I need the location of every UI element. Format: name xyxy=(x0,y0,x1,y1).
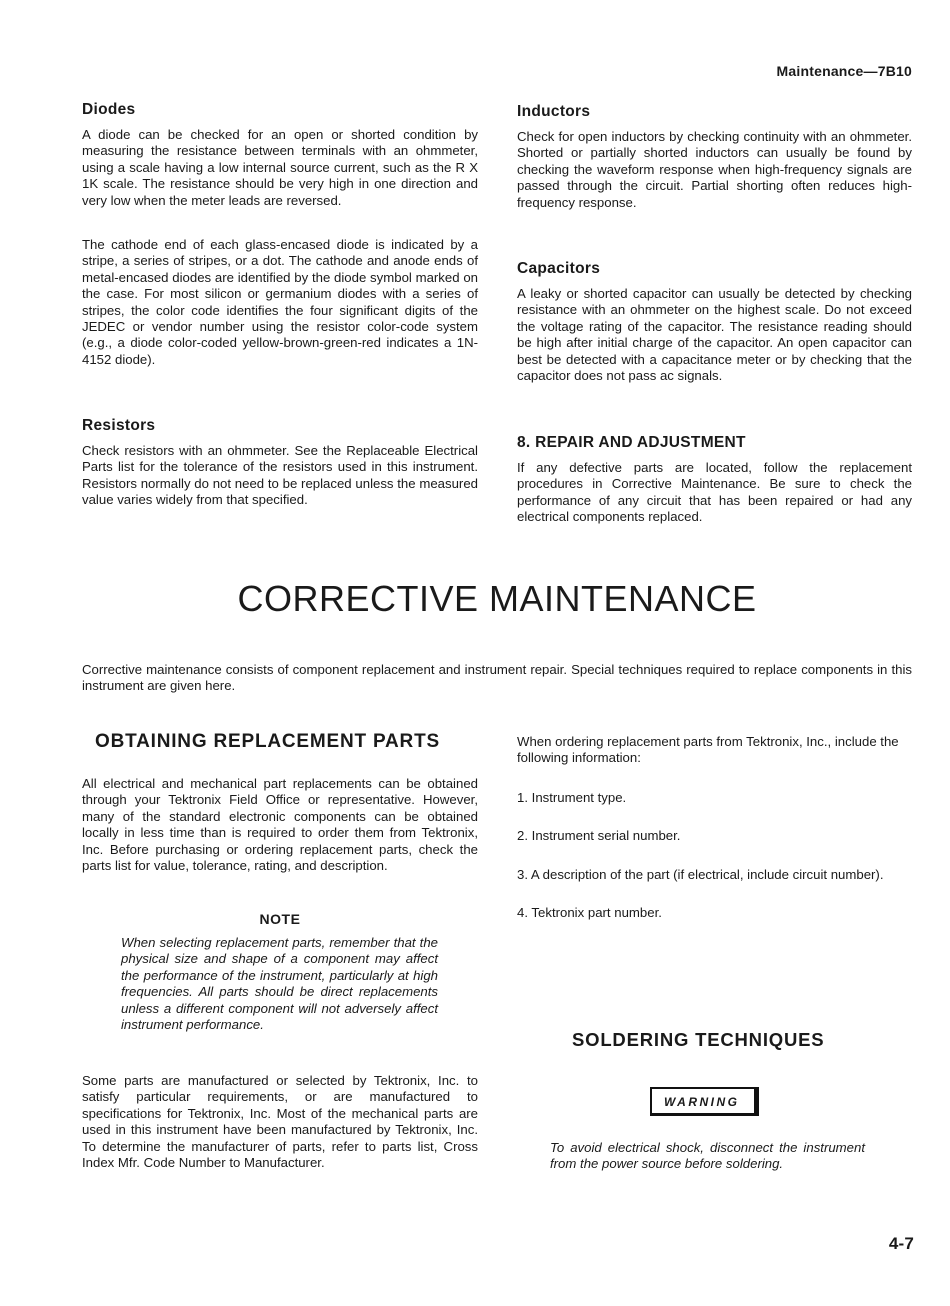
warning-text: To avoid electrical shock, disconnect the instrument from the power source before soldering. xyxy=(550,1140,865,1172)
note-title: NOTE xyxy=(259,911,301,927)
inductors-section xyxy=(517,103,912,211)
obtaining-paragraph-1: All electrical and mechanical part replacements can be obtained through your Tektronix Field Office or representative. However, many of the standard electronic components can be obtained locally in less time than is required to order them from Tektronix, Inc. Before purchasing or ordering replacement parts, check the parts list for value, tolerance, rating, and description. xyxy=(82,776,478,874)
soldering-heading: SOLDERING TECHNIQUES xyxy=(572,1029,825,1050)
list-item: 2. Instrument serial number. xyxy=(517,828,681,844)
list-item: 3. A description of the part (if electrical, include circuit number). xyxy=(517,866,884,882)
capacitors-section xyxy=(517,260,912,384)
ordering-intro: When ordering replacement parts from Tektronix, Inc., include the following information: xyxy=(517,734,899,766)
list-item: 1. Instrument type. xyxy=(517,790,627,805)
inductors-paragraph: Check for open inductors by checking continuity with an ohmmeter. Shorted or partially shorted inductors can usually be found by checking the waveform response when high-frequency signals are passed through the circuit. Partial shorting often reduces high-frequency response. xyxy=(517,129,912,210)
page-number: 4-7 xyxy=(888,1234,914,1253)
resistors-paragraph: Check resistors with an ohmmeter. See the Replaceable Electrical Parts list for the tolerance of the resistors used in this instrument. Resistors normally do not need to be replaced unless the measured value varies widely from that specified. xyxy=(82,443,478,508)
diodes-paragraph-1: A diode can be checked for an open or shorted condition by measuring the resistance between terminals with an ohmmeter, using a scale having a low internal source current, such as the R X 1K scale. The resistance should be very high in one direction and very low when the meter leads are reversed. xyxy=(82,127,478,208)
diodes-heading: Diodes xyxy=(82,101,136,118)
obtaining-heading: OBTAINING REPLACEMENT PARTS xyxy=(95,731,440,752)
list-item: 4. Tektronix part number. xyxy=(517,905,662,921)
ordering-list xyxy=(517,790,912,922)
diodes-section xyxy=(82,101,478,368)
repair-section xyxy=(517,434,912,526)
corrective-intro: Corrective maintenance consists of component replacement and instrument repair. Special techniques required to replace components in this instrument are given here. xyxy=(82,662,912,694)
corrective-maintenance-title: CORRECTIVE MAINTENANCE xyxy=(237,578,757,619)
repair-heading: 8. REPAIR AND ADJUSTMENT xyxy=(517,434,746,451)
inductors-heading: Inductors xyxy=(517,103,591,120)
capacitors-paragraph: A leaky or shorted capacitor can usually be detected by checking resistance with an ohmmeter on the highest scale. Do not exceed the voltage rating of the capacitor. The resistance reading should be high after initial charge of the capacitor. An open capacitor can best be detected with a capacitance meter or by checking that the capacitor does not pass ac signals. xyxy=(517,286,912,384)
repair-paragraph: If any defective parts are located, follow the replacement procedures in Corrective Maintenance. Be sure to check the performance of any circuit that has been repaired or had any electrical components replaced. xyxy=(517,460,912,525)
running-header: Maintenance—7B10 xyxy=(776,63,912,79)
capacitors-heading: Capacitors xyxy=(517,260,601,277)
resistors-section xyxy=(82,417,478,509)
obtaining-paragraph-2: Some parts are manufactured or selected by Tektronix, Inc. to satisfy particular requirements, or are manufactured to specifications for Tektronix, Inc. Most of the mechanical parts are used in this instrument have been manufactured by Tektronix, Inc. To determine the manufacturer of parts, refer to parts list, Cross Index Mfr. Code Number to Manufacturer. xyxy=(82,1073,478,1171)
resistors-heading: Resistors xyxy=(82,417,156,434)
note-body: When selecting replacement parts, remember that the physical size and shape of a component may affect the performance of the instrument, particularly at high frequencies. All parts should be direct replacements unless a different component will not adversely affect instrument performance. xyxy=(121,935,438,1033)
diodes-paragraph-2: The cathode end of each glass-encased diode is indicated by a stripe, a series of stripes, or a dot. The cathode and anode ends of metal-encased diodes are identified by the diode symbol marked on the case. For most silicon or germanium diodes with a series of stripes, the color code identifies the four significant digits of the JEDEC or vendor number using the resistor color-code system (e.g., a diode color-coded yellow-brown-green-red indicates a 1N-4152 diode). xyxy=(82,237,478,367)
warning-label: WARNING xyxy=(650,1087,759,1116)
